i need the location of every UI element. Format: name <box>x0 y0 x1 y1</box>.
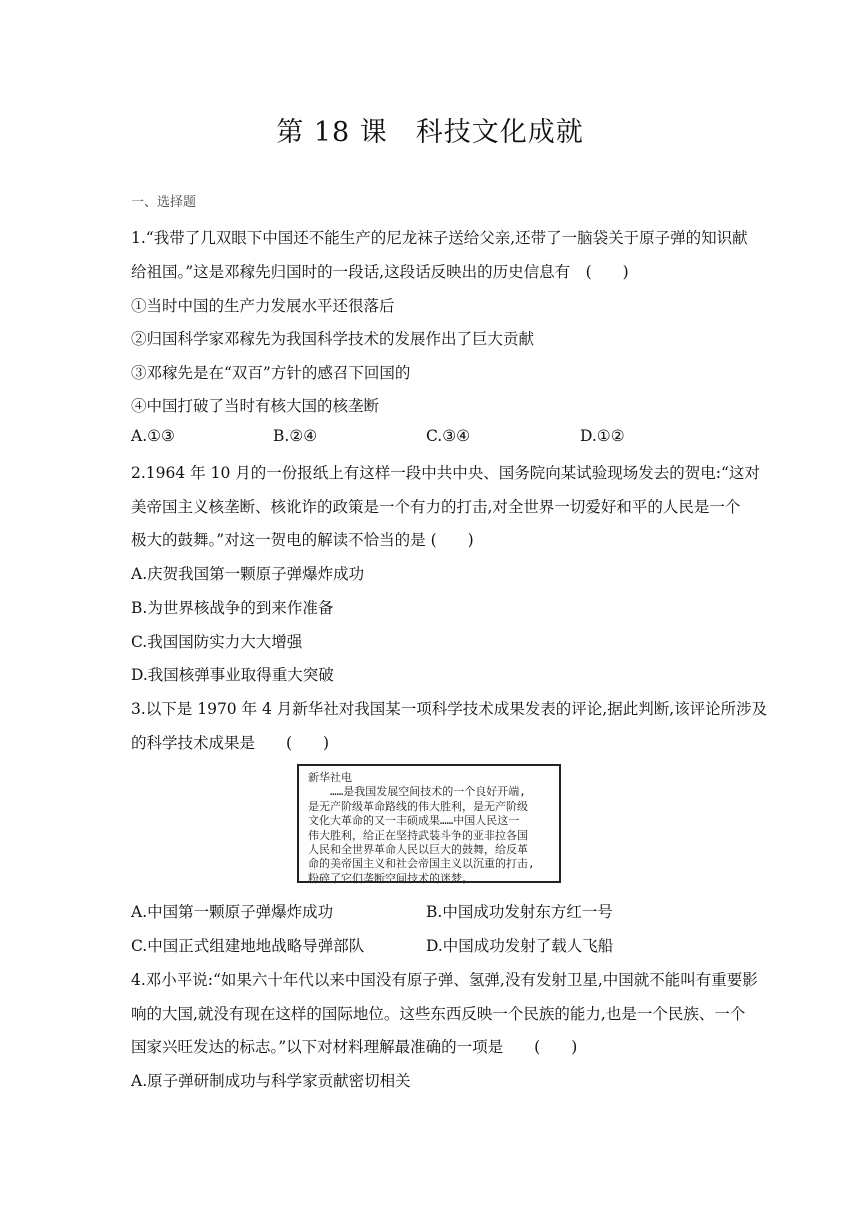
news-line: 是无产阶级革命路线的伟大胜利，是无产阶级 <box>308 799 528 813</box>
q3-option-d[interactable]: D.中国成功发射了载人飞船 <box>426 937 614 955</box>
q1-statement-2: ②归国科学家邓稼先为我国科学技术的发展作出了巨大贡献 <box>131 330 535 348</box>
q4-stem-line-2: 响的大国,就没有现在这样的国际地位。这些东西反映一个民族的能力,也是一个民族、一个 <box>131 1005 746 1023</box>
q2-stem-line-2: 美帝国主义核垄断、核讹诈的政策是一个有力的打击,对全世界一切爱好和平的人民是一个 <box>131 498 741 516</box>
news-line: 命的美帝国主义和社会帝国主义以沉重的打击, <box>308 857 535 871</box>
q2-stem-line-1: 2.1964 年 10 月的一份报纸上有这样一段中共中央、国务院向某试验现场发去的贺电:“这对 <box>131 464 760 482</box>
q2-stem-line-3: 极大的鼓舞。”对这一贺电的解读不恰当的是 ( ) <box>131 531 474 549</box>
q3-option-c[interactable]: C.中国正式组建地地战略导弹部队 <box>131 937 365 955</box>
q2-option-d[interactable]: D.我国核弹事业取得重大突破 <box>131 666 334 684</box>
xinhua-news-excerpt <box>297 764 561 883</box>
q1-statement-3: ③邓稼先是在“双百”方针的感召下回国的 <box>131 364 411 382</box>
lesson-title: 第 18 课 科技文化成就 <box>276 117 584 148</box>
news-line: ……是我国发展空间技术的一个良好开端, <box>308 785 526 799</box>
q2-option-a[interactable]: A.庆贺我国第一颗原子弹爆炸成功 <box>131 565 365 583</box>
q3-stem-line-1: 3.以下是 1970 年 4 月新华社对我国某一项科学技术成果发表的评论,据此判断,该评论所涉及 <box>131 700 768 718</box>
q4-stem-line-1: 4.邓小平说:“如果六十年代以来中国没有原子弹、氢弹,没有发射卫星,中国就不能叫有重要影 <box>131 971 758 989</box>
q1-statement-1: ①当时中国的生产力发展水平还很落后 <box>131 297 395 315</box>
q1-option-a[interactable]: A.①③ <box>131 427 175 445</box>
section-heading: 一、选择题 <box>131 195 197 210</box>
news-line: 新华社电 <box>308 771 352 784</box>
q4-stem-line-3: 国家兴旺发达的标志。”以下对材料理解最准确的一项是 ( ) <box>131 1038 578 1056</box>
news-line: 人民和全世界革命人民以巨大的鼓舞，给反革 <box>308 843 528 857</box>
q3-option-b[interactable]: B.中国成功发射东方红一号 <box>426 903 613 921</box>
q1-stem-line-2: 给祖国。”这是邓稼先归国时的一段话,这段话反映出的历史信息有 ( ) <box>131 263 629 281</box>
q1-option-b[interactable]: B.②④ <box>273 427 318 445</box>
news-line: 文化大革命的又一丰硕成果……中国人民这一 <box>308 814 520 828</box>
q3-option-a[interactable]: A.中国第一颗原子弹爆炸成功 <box>131 903 334 921</box>
q1-stem-line-1: 1.“我带了几双眼下中国还不能生产的尼龙袜子送给父亲,还带了一脑袋关于原子弹的知识献 <box>131 229 748 247</box>
q2-option-b[interactable]: B.为世界核战争的到来作准备 <box>131 599 334 617</box>
q2-option-c[interactable]: C.我国国防实力大大增强 <box>131 633 303 651</box>
q1-option-d[interactable]: D.①② <box>580 427 625 445</box>
q3-stem-line-2: 的科学技术成果是 ( ) <box>131 734 330 752</box>
q1-statement-4: ④中国打破了当时有核大国的核垄断 <box>131 397 380 415</box>
q1-option-c[interactable]: C.③④ <box>426 427 471 445</box>
news-line: 伟大胜利，给正在坚持武装斗争的亚非拉各国 <box>308 828 528 842</box>
q4-option-a[interactable]: A.原子弹研制成功与科学家贡献密切相关 <box>131 1072 411 1090</box>
news-line: 粉碎了它们垄断空间技术的迷梦。 <box>308 871 473 885</box>
